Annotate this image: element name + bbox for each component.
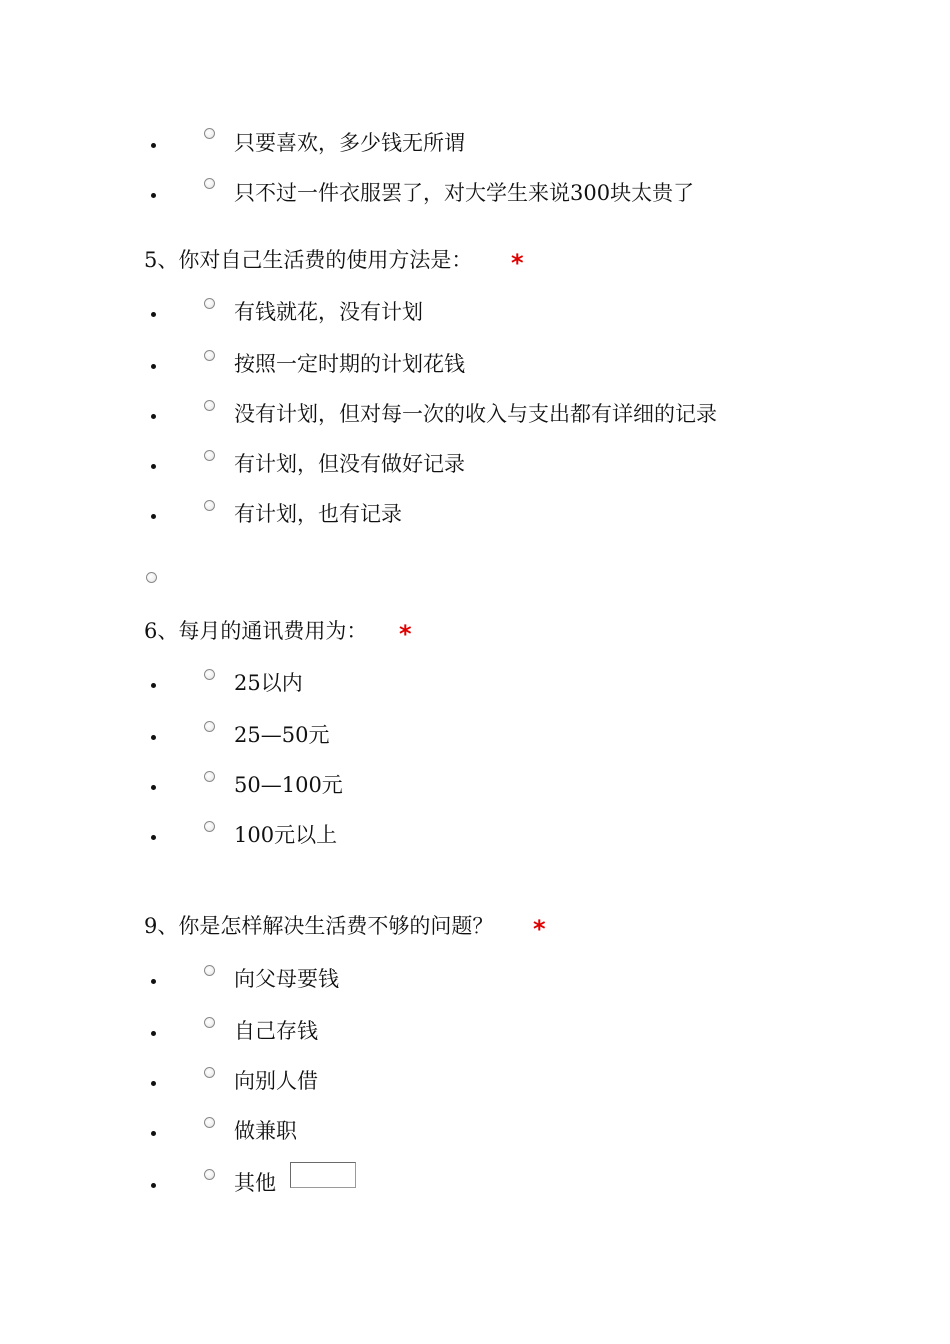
required-mark: * [533,915,546,943]
q6-option-label: 25以内 [234,671,303,695]
bullet [151,835,156,840]
bullet [151,785,156,790]
q5-radio-3[interactable] [204,400,215,411]
q5-radio-2[interactable] [204,350,215,361]
bullet [151,1081,156,1086]
bullet [151,364,156,369]
bullet [151,1031,156,1036]
q9-option-label: 向父母要钱 [234,967,339,991]
q4-radio-1[interactable] [204,128,215,139]
q4-option-label: 只要喜欢，多少钱无所谓 [234,131,465,155]
q6-radio-2[interactable] [204,721,215,732]
q5-option-label: 有钱就花，没有计划 [234,300,423,324]
q9-radio-4[interactable] [204,1117,215,1128]
q5-title: 5、你对自己生活费的使用方法是： [144,248,473,272]
q9-title: 9、你是怎样解决生活费不够的问题？ [144,914,494,938]
q9-radio-2[interactable] [204,1017,215,1028]
bullet [151,1131,156,1136]
q5-option-label: 有计划，也有记录 [234,502,402,526]
q6-radio-4[interactable] [204,821,215,832]
q9-radio-3[interactable] [204,1067,215,1078]
q6-option-label: 25—50元 [234,723,330,747]
q6-option-label: 50—100元 [234,773,343,797]
bullet [151,414,156,419]
q4-radio-2[interactable] [204,178,215,189]
q5-option-label: 没有计划，但对每一次的收入与支出都有详细的记录 [234,402,717,426]
q6-radio-3[interactable] [204,771,215,782]
q9-option-label: 做兼职 [234,1119,297,1143]
bullet [151,735,156,740]
q9-radio-1[interactable] [204,965,215,976]
q6-title: 6、每月的通讯费用为： [144,619,368,643]
bullet [151,979,156,984]
bullet [151,514,156,519]
stray-radio[interactable] [146,572,157,583]
q6-radio-1[interactable] [204,669,215,680]
q5-option-label: 按照一定时期的计划花钱 [234,352,465,376]
q5-radio-1[interactable] [204,298,215,309]
bullet [151,193,156,198]
q9-option-label: 自己存钱 [234,1019,318,1043]
q5-option-label: 有计划，但没有做好记录 [234,452,465,476]
q5-radio-5[interactable] [204,500,215,511]
bullet [151,1183,156,1188]
other-text-input[interactable] [290,1162,356,1188]
q4-option-label: 只不过一件衣服罢了，对大学生来说300块太贵了 [234,181,695,205]
required-mark: * [399,620,412,648]
bullet [151,683,156,688]
bullet [151,143,156,148]
q5-radio-4[interactable] [204,450,215,461]
q9-option-label: 其他 [234,1171,276,1195]
bullet [151,464,156,469]
required-mark: * [511,249,524,277]
q6-option-label: 100元以上 [234,823,338,847]
q9-radio-5[interactable] [204,1169,215,1180]
bullet [151,312,156,317]
q9-option-label: 向别人借 [234,1069,318,1093]
